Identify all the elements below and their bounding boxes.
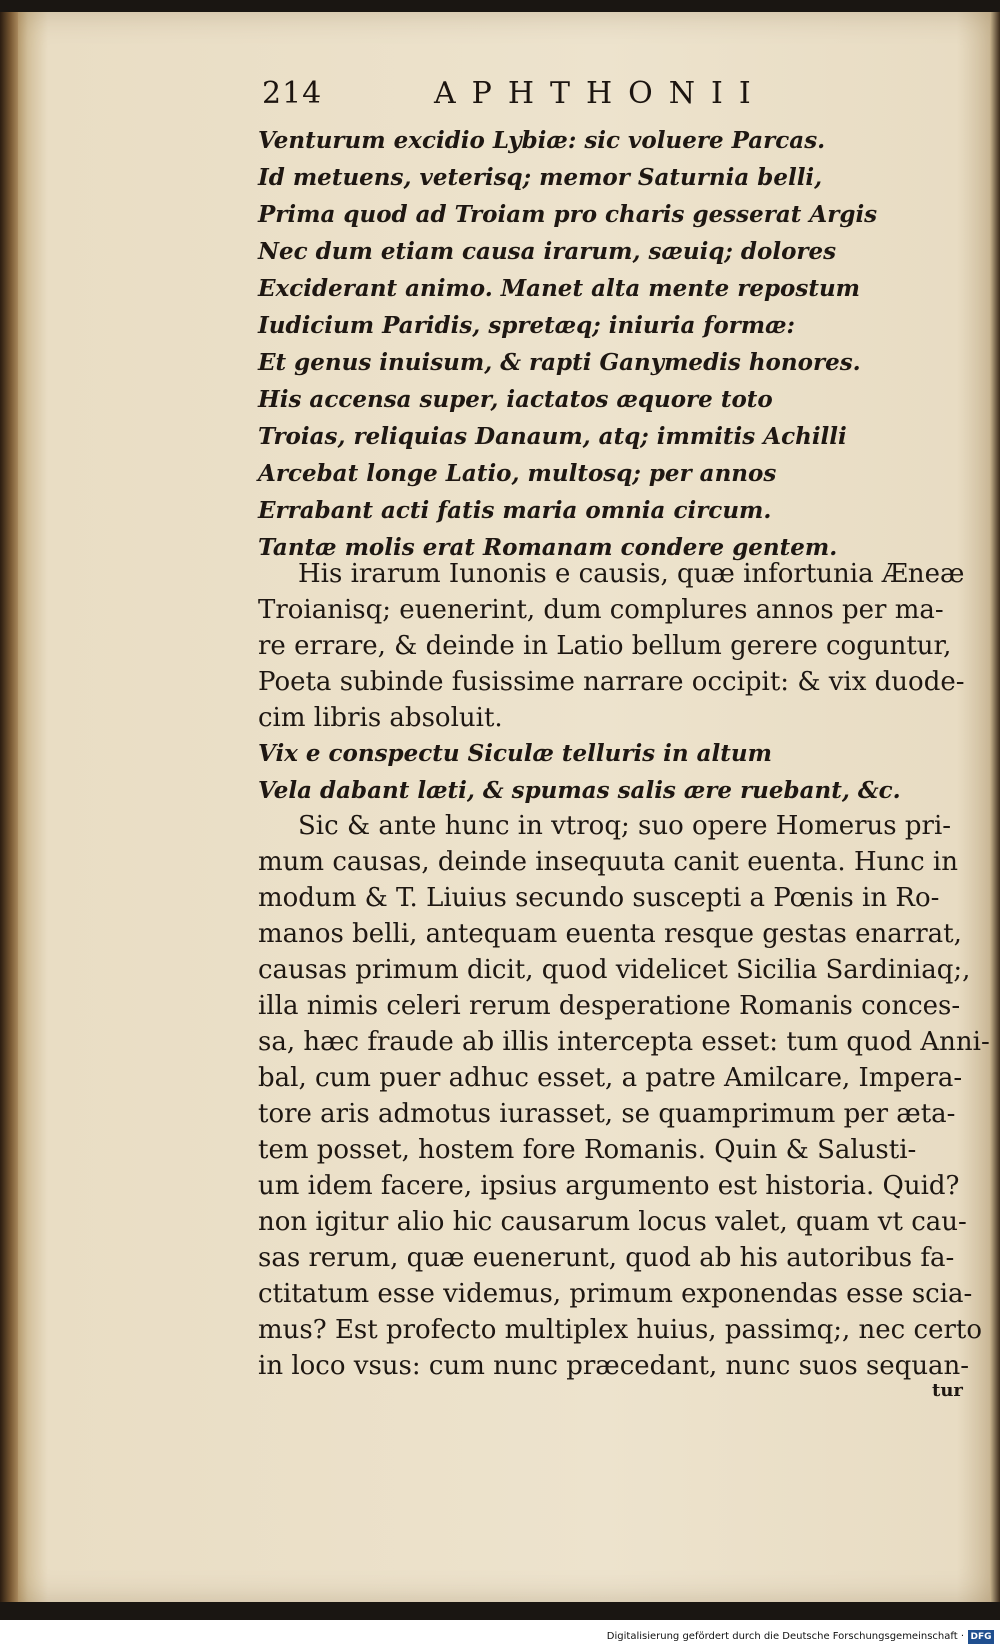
prose-line: manos belli, antequam euenta resque gestas enarrat, — [258, 919, 962, 949]
prose-line: Troianisq; euenerint, dum complures annos per ma- — [258, 595, 944, 625]
verse-line: Vela dabant læti, & spumas salis ære ruebant, &c. — [258, 777, 901, 804]
prose-line: non igitur alio hic causarum locus valet, quam vt cau- — [258, 1207, 967, 1237]
prose-line: illa nimis celeri rerum desperatione Romanis conces- — [258, 991, 961, 1021]
prose-line: Poeta subinde fusissime narrare occipit: & vix duode- — [258, 667, 965, 697]
prose-line: mus? Est profecto multiplex huius, passimq;, nec certo — [258, 1315, 982, 1345]
running-head: APHTHONII — [434, 76, 767, 111]
prose-line: causas primum dicit, quod videlicet Sicilia Sardiniaq;, — [258, 955, 971, 985]
prose-line: re errare, & deinde in Latio bellum gerere coguntur, — [258, 631, 952, 661]
verse-line: Vix e conspectu Siculæ telluris in altum — [258, 740, 772, 767]
verse-line: Tantæ molis erat Romanam condere gentem. — [258, 534, 838, 561]
verse-quotation-1 — [258, 122, 898, 566]
prose-line: cim libris absoluit. — [258, 703, 503, 733]
verse-line: Et genus inuisum, & rapti Ganymedis honores. — [258, 349, 861, 376]
verse-line: Arcebat longe Latio, multosq; per annos — [258, 460, 777, 487]
verse-line: Troias, reliquias Danaum, atq; immitis Achilli — [258, 423, 847, 450]
verse-line: Exciderant animo. Manet alta mente repostum — [258, 275, 861, 302]
prose-paragraph-2 — [258, 808, 990, 1384]
prose-line: bal, cum puer adhuc esset, a patre Amilcare, Impera- — [258, 1063, 963, 1093]
book-spine-edge — [0, 12, 18, 1602]
verse-line: Id metuens, veterisq; memor Saturnia belli, — [258, 164, 823, 191]
prose-line: tem posset, hostem fore Romanis. Quin & Salusti- — [258, 1135, 917, 1165]
prose-line: tore aris admotus iurasset, se quamprimum per æta- — [258, 1099, 956, 1129]
verse-line: Venturum excidio Lybiæ: sic voluere Parcas. — [258, 127, 826, 154]
digitization-footer — [0, 1628, 1000, 1651]
prose-line: Sic & ante hunc in vtroq; suo opere Homerus pri- — [298, 811, 952, 841]
verse-line: His accensa super, iactatos æquore toto — [258, 386, 773, 413]
prose-line: modum & T. Liuius secundo suscepti a Pœnis in Ro- — [258, 883, 940, 913]
prose-line: His irarum Iunonis e causis, quæ infortunia Æneæ — [298, 559, 965, 589]
verse-quotation-2 — [258, 735, 901, 809]
funding-credit: Digitalisierung gefördert durch die Deutsche Forschungsgemeinschaft · — [606, 1631, 964, 1642]
prose-line: in loco vsus: cum nunc præcedant, nunc suos sequan- — [258, 1351, 970, 1381]
page-right-edge — [990, 12, 1000, 1602]
verse-line: Iudicium Paridis, spretæq; iniuria formæ: — [258, 312, 796, 339]
prose-line: ctitatum esse videmus, primum exponendas esse scia- — [258, 1279, 973, 1309]
catchword: tur — [932, 1380, 963, 1401]
prose-line: sa, hæc fraude ab illis intercepta esset: tum quod Anni- — [258, 1027, 990, 1057]
verse-line: Errabant acti fatis maria omnia circum. — [258, 497, 772, 524]
prose-line: mum causas, deinde insequuta canit euenta. Hunc in — [258, 847, 958, 877]
dfg-logo: DFG — [968, 1630, 994, 1644]
page-number: 214 — [262, 76, 323, 111]
prose-line: um idem facere, ipsius argumento est historia. Quid? — [258, 1171, 960, 1201]
prose-line: sas rerum, quæ euenerunt, quod ab his autoribus fa- — [258, 1243, 955, 1273]
prose-paragraph-1 — [258, 556, 965, 736]
page-header — [262, 76, 902, 116]
verse-line: Prima quod ad Troiam pro charis gesserat Argis — [258, 201, 878, 228]
verse-line: Nec dum etiam causa irarum, sæuiq; dolores — [258, 238, 837, 265]
